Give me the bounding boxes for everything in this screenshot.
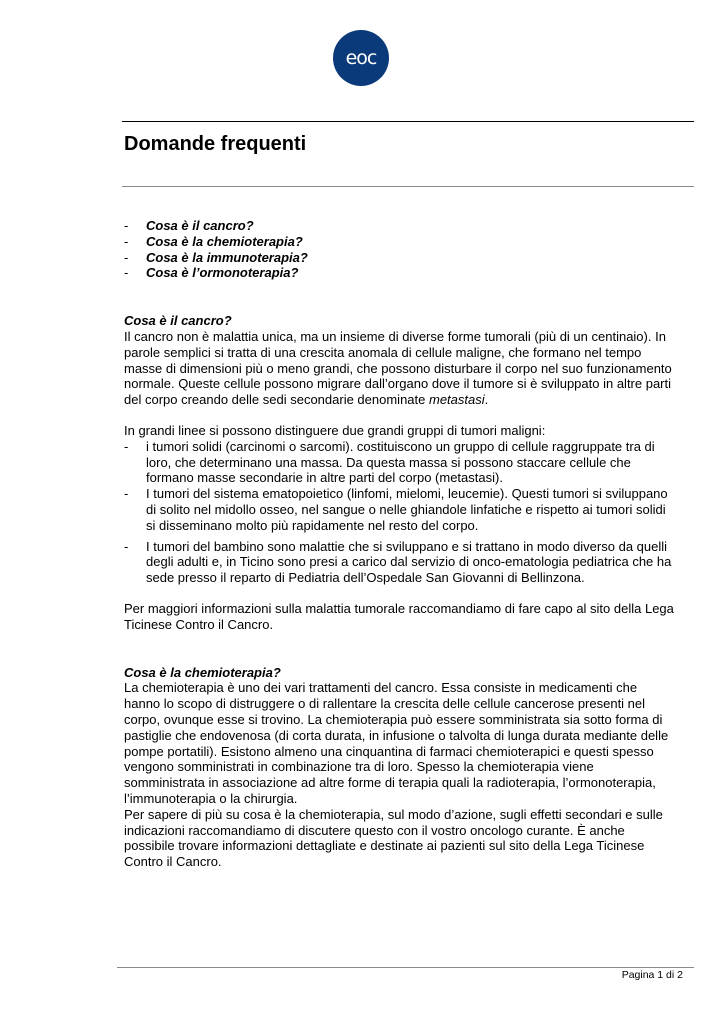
toc-item-cancro: - Cosa è il cancro? <box>124 218 676 234</box>
paragraph-cancro-intro <box>124 329 676 408</box>
toc-item-ormonoterapia: - Cosa è l’ormonoterapia? <box>124 265 676 281</box>
page-number: Pagina 1 di 2 <box>621 969 683 981</box>
table-of-contents <box>124 218 676 281</box>
tumor-types-list <box>124 439 676 586</box>
header-rule-bottom <box>122 186 694 187</box>
footer-rule <box>117 967 694 968</box>
paragraph-chemio-description: La chemioterapia è uno dei vari trattamenti del cancro. Essa consiste in medicamenti che hanno lo scopo di distruggere o di rallentare la crescita delle cellule cancerose presenti nel corpo, ovunque esse si trovino. La chemioterapia può essere somministrata sia sotto forma di pastiglie che endovenosa (di corta durata, in infusione o talvolta di lunga durata mediante delle pompe portatili). Esistono almeno una cinquantina di farmaci chemioterapici e questi spesso vengono somministrati in combinazione tra di loro. Spesso la chemioterapia viene somministrata in associazione ad altre forme di terapia quali la radioterapia, l’ormonoterapia, l’immunoterapia o la chirurgia. <box>124 680 669 806</box>
header-rule-top <box>122 121 694 122</box>
paragraph-end: . <box>484 392 489 408</box>
page-title: Domande frequenti <box>124 133 307 155</box>
list-item: - i tumori solidi (carcinomi o sarcomi). costituiscono un gruppo di cellule raggruppate tra di loro, che determinano una massa. Da questa massa si possono staccare cellule che formano masse secondarie in altre parti del corpo (metastasi). <box>124 439 676 486</box>
list-item: - I tumori del bambino sono malattie che si sviluppano e si trattano in modo diverso da quelli degli adulti e, in Ticino sono presi a carico dal servizio di onco-ematologia pediatrica che ha sede presso il reparto di Pediatria dell’Ospedale San Giovanni di Bellinzona. <box>124 539 676 586</box>
toc-item-chemioterapia: - Cosa è la chemioterapia? <box>124 234 676 250</box>
document-body <box>124 218 676 870</box>
section-chemioterapia <box>124 665 676 870</box>
section-heading-chemioterapia: Cosa è la chemioterapia? <box>124 664 281 680</box>
term-metastasi: metastasi <box>428 392 485 408</box>
toc-item-immunoterapia: - Cosa è la immunoterapia? <box>124 250 676 266</box>
paragraph-lega-info: Per maggiori informazioni sulla malattia tumorale raccomandiamo di fare capo al sito della Lega Ticinese Contro il Cancro. <box>124 600 674 632</box>
logo-text: eoc <box>345 47 377 69</box>
section-cancro <box>124 313 676 632</box>
paragraph-text: Il cancro non è malattia unica, ma un insieme di diverse forme tumorali (più di un centinaio). In parole semplici si tratta di una crescita anomala di cellule maligne, che formano nel tempo masse di dimensioni più o meno grandi, che possono disturbare il corpo nel suo funzionamento normale. Queste cellule possono migrare dall’organo dove il tumore si è sviluppato in altre parti del corpo creando delle sedi secondarie denominate <box>124 328 672 408</box>
paragraph-chemio-info: Per sapere di più su cosa è la chemioterapia, sul modo d’azione, sugli effetti secondari e sulle indicazioni raccomandiamo di discutere questo con il vostro oncologo curante. È anche possibile trovare informazioni dettagliate e destinate ai pazienti sul sito della Lega Ticinese Contro il Cancro. <box>124 806 663 870</box>
eoc-logo <box>333 30 389 86</box>
list-item: - I tumori del sistema ematopoietico (linfomi, mielomi, leucemie). Questi tumori si sviluppano di solito nel midollo osseo, nel sangue o nelle ghiandole linfatiche e rispetto ai tumori solidi si disseminano molto più rapidamente nel resto del corpo. <box>124 486 676 533</box>
paragraph-gruppi-intro: In grandi linee si possono distinguere due grandi gruppi di tumori maligni: <box>124 422 546 438</box>
section-heading-cancro: Cosa è il cancro? <box>124 313 232 329</box>
